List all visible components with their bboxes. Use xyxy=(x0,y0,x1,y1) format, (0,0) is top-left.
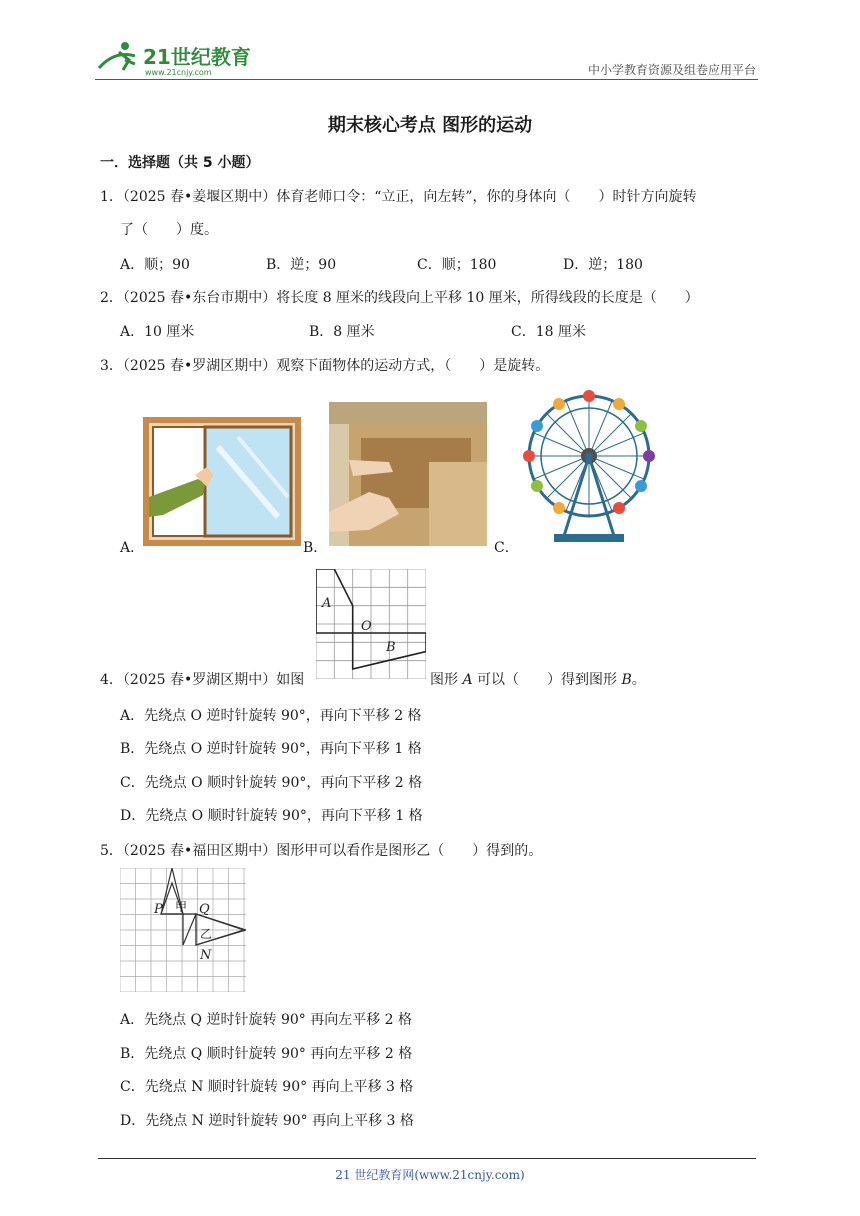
q4-option-c: C．先绕点 O 顺时针旋转 90°，再向下平移 2 格 xyxy=(120,775,423,791)
q4-suffix-a: 图形 xyxy=(430,672,463,688)
q4-label-b: B xyxy=(386,640,396,655)
logo-text: 21世纪教育 xyxy=(143,45,251,69)
q4-label-a: A xyxy=(322,596,332,611)
q1-option-c: C．顺；180 xyxy=(417,257,497,273)
q5-option-c: C．先绕点 N 顺时针旋转 90° 再向上平移 3 格 xyxy=(120,1079,414,1095)
q5-label-p: P xyxy=(154,902,163,917)
q1-option-b: B．逆；90 xyxy=(266,257,337,273)
footer-text: 21 世纪教育网(www.21cnjy.com) xyxy=(335,1168,525,1182)
q4-grid-figure xyxy=(316,569,426,679)
q4-label-o: O xyxy=(361,619,372,634)
question-4-suffix xyxy=(430,669,646,689)
page-title: 期末核心考点 图形的运动 xyxy=(327,115,533,136)
q4-option-d: D．先绕点 O 顺时针旋转 90°，再向下平移 1 格 xyxy=(120,808,423,824)
q2-option-a: A．10 厘米 xyxy=(120,324,195,340)
logo-url: www.21cnjy.com xyxy=(145,68,212,77)
q1-option-d: D．逆；180 xyxy=(563,257,643,273)
question-2-text: 2．（2025 春•东台市期中）将长度 8 厘米的线段向上平移 10 厘米，所得线段的长度是（ ） xyxy=(100,290,699,306)
q5-label-q: Q xyxy=(199,902,210,917)
question-5-text: 5．（2025 春•福田区期中）图形甲可以看作是图形乙（ ）得到的。 xyxy=(100,843,543,859)
q3-option-a: A． xyxy=(120,540,145,556)
q4-option-b: B．先绕点 O 逆时针旋转 90°，再向下平移 1 格 xyxy=(120,741,422,757)
q1-option-a: A．顺；90 xyxy=(120,257,190,273)
q4-var-b: B xyxy=(621,672,632,688)
site-logo xyxy=(95,38,255,78)
q4-var-a: A xyxy=(462,672,473,688)
drawer-pulling-image xyxy=(329,402,487,546)
q4-suffix-b: 可以（ ）得到图形 xyxy=(472,672,622,688)
question-1-text-cont: 了（ ）度。 xyxy=(120,222,218,238)
section-heading: 一．选择题（共 5 小题） xyxy=(100,155,260,171)
question-4-prefix: 4．（2025 春•罗湖区期中）如图 xyxy=(100,672,305,688)
q5-label-yi: 乙 xyxy=(200,927,213,941)
footer-divider xyxy=(98,1158,756,1159)
ferris-wheel-image xyxy=(514,386,664,548)
q5-label-jia: 甲 xyxy=(175,900,188,914)
q3-option-b: B． xyxy=(303,540,328,556)
q2-option-b: B．8 厘米 xyxy=(309,324,375,340)
q5-option-a: A．先绕点 Q 逆时针旋转 90° 再向左平移 2 格 xyxy=(120,1012,413,1028)
header-divider xyxy=(95,79,758,80)
q5-grid-figure xyxy=(120,868,246,992)
header-platform-text: 中小学教育资源及组卷应用平台 xyxy=(587,63,756,77)
q4-suffix-c: 。 xyxy=(631,672,646,688)
q5-option-b: B．先绕点 Q 顺时针旋转 90° 再向左平移 2 格 xyxy=(120,1046,413,1062)
q4-option-a: A．先绕点 O 逆时针旋转 90°，再向下平移 2 格 xyxy=(120,708,422,724)
question-1-text: 1．（2025 春•姜堰区期中）体育老师口令：“立正，向左转”，你的身体向（ ）时针方向旋转 xyxy=(100,189,697,205)
question-3-text: 3．（2025 春•罗湖区期中）观察下面物体的运动方式，（ ）是旋转。 xyxy=(100,358,550,374)
window-sliding-image xyxy=(143,417,301,546)
q5-option-d: D．先绕点 N 逆时针旋转 90° 再向上平移 3 格 xyxy=(120,1113,414,1129)
q2-option-c: C．18 厘米 xyxy=(511,324,586,340)
q5-label-n: N xyxy=(200,948,212,963)
q3-option-c: C． xyxy=(494,540,519,556)
